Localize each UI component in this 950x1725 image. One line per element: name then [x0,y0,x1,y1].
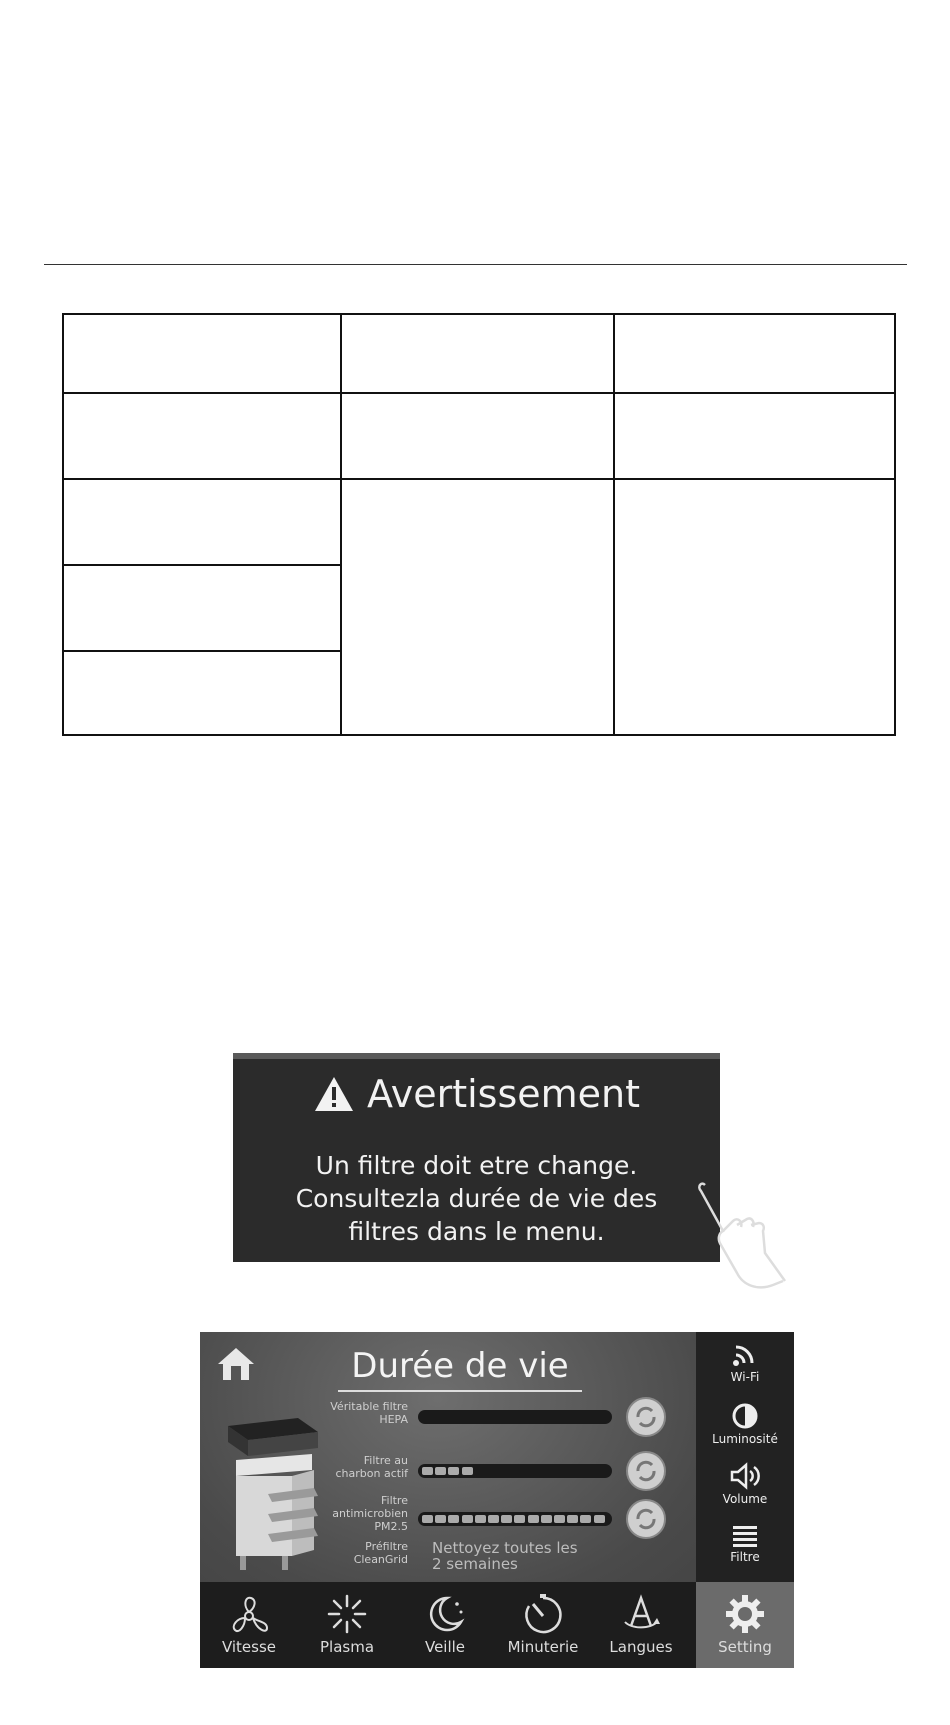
filter-icon [730,1522,760,1548]
warning-icon [313,1075,355,1113]
warning-title [233,1071,720,1117]
filter-label-carbon [316,1454,408,1480]
side-item-filter[interactable] [696,1522,794,1564]
warning-message-line: Consultezla durée de vie des [295,1184,658,1213]
reset-filter-button-carbon[interactable] [626,1451,666,1491]
bottom-tab-bar [200,1582,794,1668]
hand-pointer-icon [693,1173,793,1293]
volume-icon [728,1462,762,1490]
side-item-volume[interactable] [696,1462,794,1506]
refresh-icon [628,1453,664,1489]
wifi-icon [730,1342,760,1368]
language-icon [619,1592,663,1636]
tab-minuterie[interactable] [494,1582,592,1668]
filter-label-line: antimicrobien PM2.5 [332,1507,408,1533]
page-title: Durée de vie [351,1346,569,1386]
side-item-wifi[interactable] [696,1342,794,1384]
filter-label-antimicrobial [316,1494,408,1533]
filter-life-segment [435,1467,446,1475]
refresh-icon [628,1399,664,1435]
filter-life-segment [448,1467,459,1475]
filter-life-segment [448,1515,459,1523]
filter-label-line: Filtre [380,1494,408,1507]
reset-filter-button-antimicrobial[interactable] [626,1499,666,1539]
filter-life-segment [462,1515,473,1523]
refresh-icon [628,1501,664,1537]
tab-plasma[interactable] [298,1582,396,1668]
filter-life-bar-carbon [418,1464,612,1478]
side-menu [696,1332,794,1582]
filter-label-line: HEPA [379,1413,408,1426]
side-item-brightness[interactable] [696,1402,794,1446]
air-purifier-image [222,1404,322,1574]
prefilter-label: Préfiltre CleanGrid [353,1540,408,1566]
title-underline [338,1390,582,1392]
filter-life-bar-antimicrobial [418,1512,612,1526]
filter-life-segment [567,1515,578,1523]
filter-label-hepa [316,1400,408,1426]
filter-life-segment [462,1467,473,1475]
filter-life-segment [435,1515,446,1523]
filter-life-segment [541,1515,552,1523]
empty-table [62,313,896,736]
filter-life-segment [475,1515,486,1523]
tab-label: Minuterie [507,1638,579,1656]
filter-life-segment [528,1515,539,1523]
panel-top-edge [233,1053,720,1059]
filter-life-segment [488,1515,499,1523]
warning-message-line: Un filtre doit etre change. [315,1151,638,1180]
warning-panel[interactable] [233,1053,720,1262]
warning-message-line: filtres dans le menu. [348,1217,605,1246]
tab-label: Vitesse [221,1638,277,1656]
home-icon[interactable] [216,1346,256,1382]
tab-setting[interactable] [696,1582,794,1668]
device-screen [200,1332,794,1668]
filter-life-segment [594,1515,605,1523]
filter-life-segment [554,1515,565,1523]
plasma-icon [325,1592,369,1636]
table-col-line [613,315,615,734]
reset-filter-button-hepa[interactable] [626,1397,666,1437]
filter-label-line: charbon actif [335,1467,408,1480]
table-row-line [64,564,340,566]
table-row-line [64,478,894,480]
filter-life-segment [580,1515,591,1523]
table-row-line [64,650,340,652]
tab-label: Veille [424,1638,466,1656]
filter-life-segment [422,1515,433,1523]
timer-icon [521,1592,565,1636]
fan-icon [227,1592,271,1636]
warning-message [253,1149,700,1248]
filter-life-segment [501,1515,512,1523]
prefilter-note [432,1540,578,1572]
gear-icon [723,1592,767,1636]
tab-vitesse[interactable] [200,1582,298,1668]
tab-label: Plasma [319,1638,375,1656]
table-col-line [340,315,342,734]
side-item-label: Wi-Fi [730,1370,760,1384]
moon-icon [423,1592,467,1636]
tab-label: Setting [718,1638,772,1656]
filter-life-bar-hepa [418,1410,612,1424]
horizontal-rule [44,264,907,265]
filter-label-line: Véritable filtre [330,1400,408,1413]
table-row-line [64,392,894,394]
prefilter-note-line: 2 semaines [432,1555,518,1573]
warning-title-text: Avertissement [366,1072,641,1116]
tab-langues[interactable] [592,1582,690,1668]
brightness-icon [730,1402,760,1430]
side-item-label: Luminosité [712,1432,778,1446]
filter-life-segment [422,1467,433,1475]
tab-label: Langues [609,1638,673,1656]
tab-veille[interactable] [396,1582,494,1668]
side-item-label: Volume [722,1492,768,1506]
side-item-label: Filtre [730,1550,760,1564]
filter-life-segment [514,1515,525,1523]
prefilter-note-line: Nettoyez toutes les [432,1539,578,1557]
filter-label-line: Filtre au [363,1454,408,1467]
